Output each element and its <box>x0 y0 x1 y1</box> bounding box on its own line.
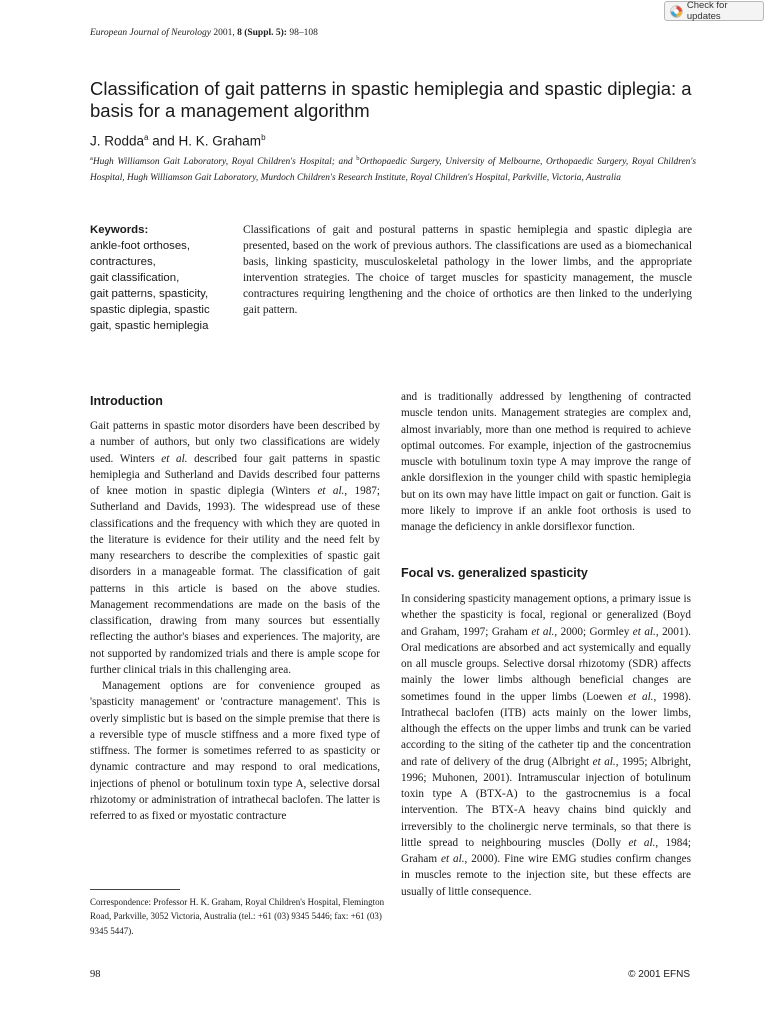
abstract: Classifications of gait and postural patterns in spastic hemiplegia and spastic diplegia are presented, based on the work of previous authors. The classifications are used as a biomechanical basis, linking spasticity, musculoskeletal pathology in the lower limbs, and the appropriate intervention strategies. The choice of target muscles for spasticity management, the muscle contractures requiring lengthening and the choice of orthotics are then linked to the underlying gait pattern. <box>243 224 692 316</box>
author-list <box>90 133 266 149</box>
affiliation-a: Hugh Williamson Gait Laboratory, Royal Children's Hospital; and <box>92 157 357 168</box>
keyword-line: spastic diplegia, spastic <box>90 304 210 316</box>
paragraph: In considering spasticity management options, a primary issue is whether the spasticity is focal, regional or generalized (Boyd and Graham, 1997; Graham et al., 2000; Gormley et al., 2001). Oral medications are absorbed and act systemically and equally on all muscle groups. Selective dorsal rhizotomy (SDR) affects mainly the lower limbs although beneficial changes are sometimes found in the upper limbs (Loewen et al., 1998). Intrathecal baclofen (ITB) acts mainly on the lower limbs, although the effects on the upper limbs and trunk can be varied according to the siting of the catheter tip and the concentration and rate of delivery of the drug (Albright et al., 1995; Albright, 1996; Muhonen, 2001). Intramuscular injection of botulinum toxin type A (BTX-A) to the gastrocnemius is a focal intervention. The BTX-A heavy chains bind quickly and irreversibly to the cholinergic nerve terminals, so that there is little spread to neighbouring muscles (Dolly et al., 1984; Graham et al., 2000). Fine wire EMG studies confirm changes in muscles remote to the injection site, but these effects are usually of little consequence. <box>401 593 692 898</box>
journal-volume: 8 (Suppl. 5): <box>237 28 287 38</box>
keyword-line: contractures, <box>90 256 156 268</box>
keyword-line: gait classification, <box>90 272 180 284</box>
footnote-divider <box>90 889 180 890</box>
affiliation-b: Orthopaedic Surgery, University of Melbourne, Orthopaedic Surgery, Royal Children's Hospital, Hugh Williamson Gait Laboratory, Murdoch Children's Research Institute, Royal Children's Hospital, Parkville, Victoria, Australia <box>90 157 696 183</box>
keyword-line: ankle-foot orthoses, <box>90 240 191 252</box>
article-title: Classification of gait patterns in spastic hemiplegia and spastic diplegia: a basis for a management algorithm <box>90 78 692 121</box>
keyword-line: gait, spastic hemiplegia <box>90 320 209 332</box>
author-affil-marker: a <box>144 133 149 142</box>
keywords-list <box>90 238 240 334</box>
author-graham: and H. K. Graham <box>148 133 262 149</box>
copyright-notice: © 2001 EFNS <box>628 969 690 980</box>
focal-section-text <box>401 591 691 900</box>
check-for-updates-label: Check for updates <box>686 0 728 22</box>
author-rodda: J. Rodda <box>90 133 145 149</box>
journal-citation <box>90 28 318 38</box>
author-affil-marker: b <box>261 133 266 142</box>
paragraph: Management options are for convenience grouped as 'spasticity management' or 'contracture management'. This is overly simplistic but is based on the simple premise that there is a reversible type of muscle stiffness and a more fixed type of stiffness. The former is sometimes referred to as spasticity or dynamic contracture and may respond to oral medications, injections of phenol or botulinum toxin type A, selective dorsal rhizotomy or administration of intrathecal baclofen. The latter is referred to as fixed or myostatic contracture <box>90 680 380 822</box>
crossmark-icon <box>670 5 683 18</box>
correspondence-footnote: Correspondence: Professor H. K. Graham, Royal Children's Hospital, Flemington Road, Parkville, 3052 Victoria, Australia (tel.: +61 (03) 9345 5446; fax: +61 (03) 9345 5447). <box>90 897 385 936</box>
page-number: 98 <box>90 969 101 980</box>
affil-marker: a <box>90 155 93 162</box>
paragraph: Gait patterns in spastic motor disorders have been described by a number of authors, but only two classifications are widely used. Winters et al. described four gait patterns in spastic hemiplegia and Sutherland and Davids described four patterns of knee motion in spastic diplegia (Winters et al., 1987; Sutherland and Davids, 1993). The widespread use of these classifications and the frequency with which they are quoted in the literature is evidence for their utility and the need felt by many researchers to describe the complexities of spastic gait disorders in a manageable format. The classification of gait patterns in this article is based on the above studies. Management recommendations are made on the basis of the classification, drawing from many sources but essentially reflecting the author's biases and experiences. The majority, are not supported by randomized trials and there is ample scope for further clinical trials in this challenging area. <box>90 420 380 676</box>
check-for-updates-button[interactable] <box>664 1 764 21</box>
affiliations <box>90 151 696 186</box>
journal-pages: 98–108 <box>289 28 318 38</box>
keywords-block <box>90 222 240 334</box>
section-heading-focal-vs-generalized: Focal vs. generalized spasticity <box>401 566 588 580</box>
left-column-text <box>90 418 380 824</box>
journal-name: European Journal of Neurology <box>90 28 211 38</box>
journal-year: 2001, <box>213 28 235 38</box>
section-heading-introduction: Introduction <box>90 394 163 408</box>
right-column-continued-text <box>401 389 691 535</box>
affil-marker: b <box>356 155 360 162</box>
paragraph: and is traditionally addressed by lengthening of contracted muscle tendon units. Management strategies are complex and, almost invariably, more than one method is required to achieve optimal outcomes. For example, injection of the gastrocnemius muscle with botulinum toxin type A may improve the range of ankle dorsiflexion in the younger child with spastic hemiplegia but on its own may have little impact on gait or function. Gait is more likely to improve if an ankle foot orthosis is used to manage the deficiency in ankle dorsiflexor function. <box>401 391 691 533</box>
keywords-label: Keywords: <box>90 224 149 236</box>
keyword-line: gait patterns, spasticity, <box>90 288 209 300</box>
